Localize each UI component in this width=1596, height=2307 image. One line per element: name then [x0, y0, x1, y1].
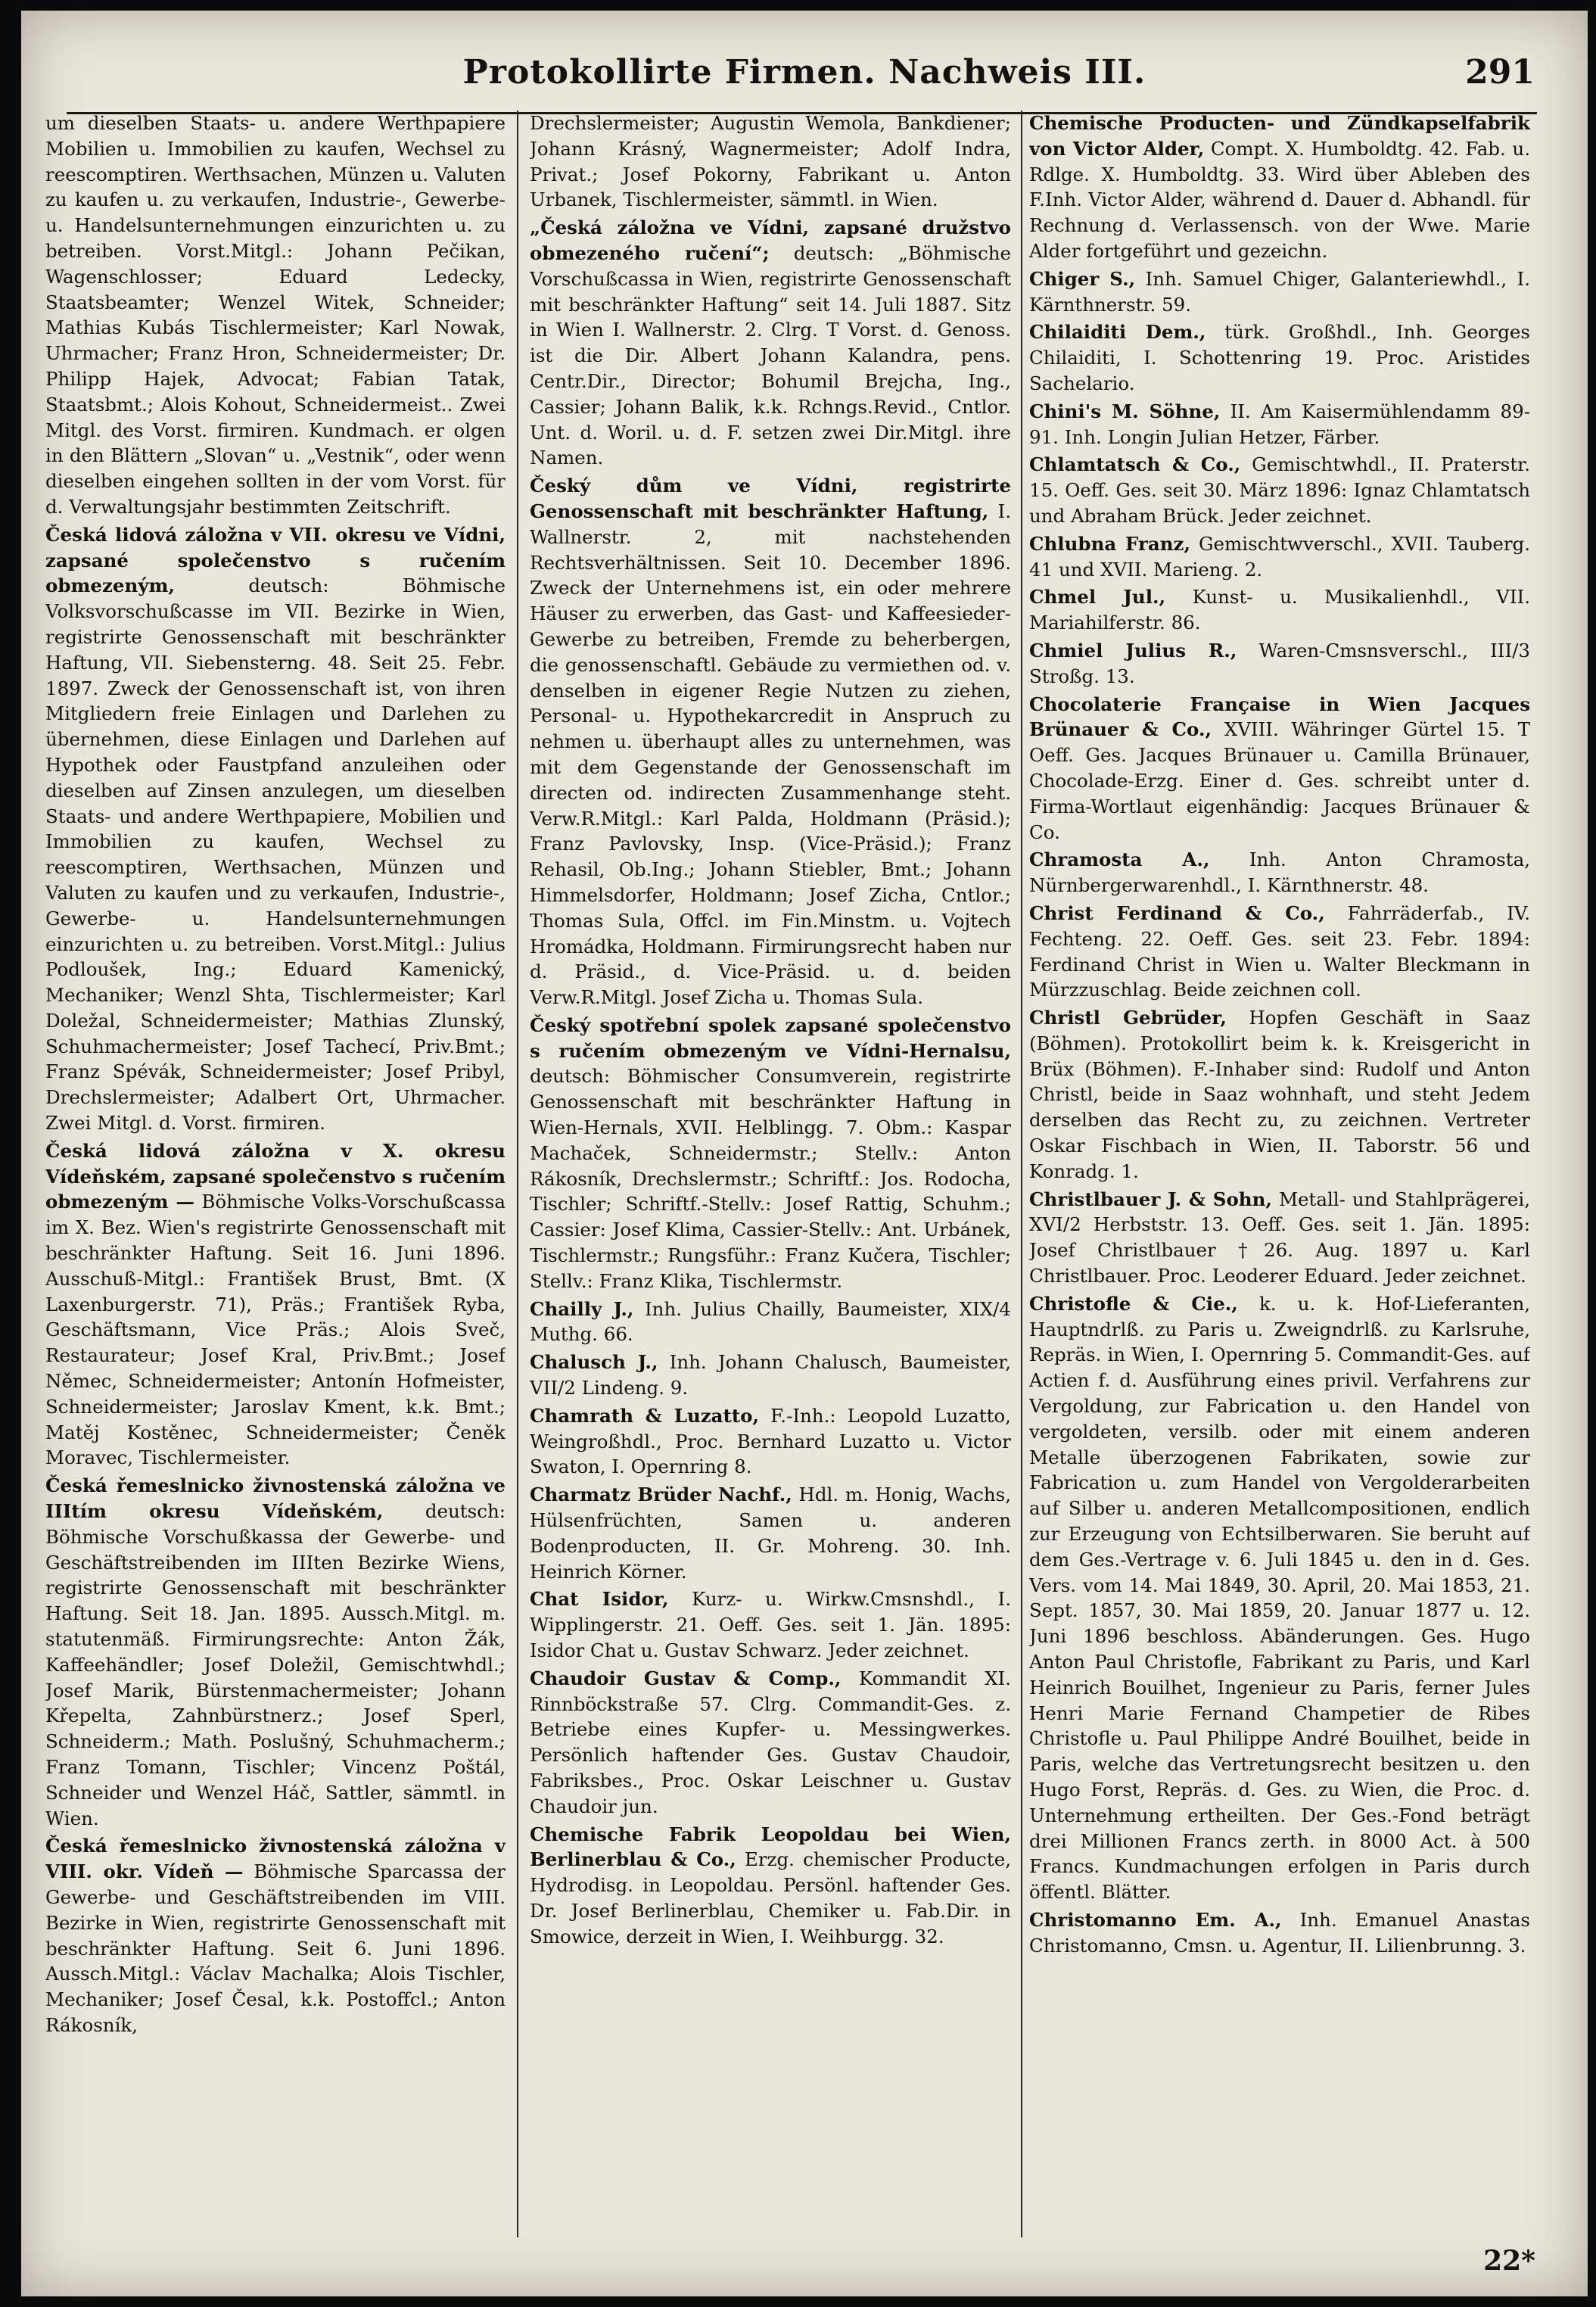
- entry-text: Drechslermeister; Augustin Wemola, Bankdiener; Johann Krásný, Wagnermeister; Adolf Indra, Privat.; Josef Pokorny, Fabrikant u. Anton Urbanek, Tischlermeister, sämmtl. in Wien.: [530, 112, 1011, 211]
- entry-firm-name: Chemische Fabrik Leopoldau bei Wien, Berlinerblau & Co.,: [530, 1823, 1011, 1871]
- directory-entry: [45, 1138, 506, 1471]
- entry-text: Fahrräderfab., IV. Fechteng. 22. Oeff. Ges. seit 23. Febr. 1894: Ferdinand Christ in Wien u. Walter Bleckmann in Mürzzuschlag. Beide zeichnen coll.: [1029, 901, 1530, 1001]
- entry-text: Waren-Cmsnsverschl., III/3 Stroßg. 13.: [1029, 639, 1530, 687]
- directory-entry: [1029, 399, 1530, 450]
- directory-entry: [1029, 1187, 1530, 1289]
- entry-firm-name: Chiger S.,: [1029, 267, 1136, 290]
- entry-text: Inh. Emanuel Anastas Christomanno, Cmsn. u. Agentur, II. Lilienbrunng. 3.: [1029, 1908, 1530, 1957]
- entry-firm-name: Chramosta A.,: [1029, 848, 1210, 871]
- directory-entry: [530, 1297, 1011, 1348]
- entry-text: deutsch: Böhmischer Consumverein, registrirte Genossenschaft mit beschränkter Haftung in Wien-Hernals, XVII. Helblingg. 7. Obm.: Kaspar Machaček, Schneidermstr.; Stellv.: Anton Rákosník, Drechslermstr.; Schriftf.: Jos. Rodocha, Tischler; Schriftf.-Stellv.: Josef Rattig, Schuhm.; Cassier: Josef Klima, Cassier-Stellv.: Ant. Urbánek, Tischlermstr.; Rungsführ.: Franz Kučera, Tischler; Stellv.: Franz Klika, Tischlermstr.: [530, 1065, 1011, 1292]
- directory-entry: [1029, 266, 1530, 318]
- entry-text: Inh. Julius Chailly, Baumeister, XIX/4 Muthg. 66.: [530, 1297, 1011, 1346]
- entry-text: Gemischtwverschl., XVII. Tauberg. 41 und XVII. Marieng. 2.: [1029, 532, 1530, 581]
- directory-entry: [530, 473, 1011, 1010]
- entry-text: türk. Großhdl., Inh. Georges Chilaiditi, I. Schottenring 19. Proc. Aristides Sachelario.: [1029, 321, 1530, 394]
- entry-text: Compt. X. Humboldtg. 42. Fab. u. Rdlge. X. Humboldtg. 33. Wird über Ableben des F.Inh. Victor Alder, während d. Dauer d. Abhandl. für Rechnung d. Verlassensch. von der Wwe. Marie Alder fortgeführt und gezeichn.: [1029, 137, 1530, 262]
- entry-firm-name: Český dům ve Vídni, registrirte Genossenschaft mit beschränkter Haftung,: [530, 475, 1011, 522]
- entry-text: Inh. Johann Chalusch, Baumeister, VII/2 Lindeng. 9.: [530, 1351, 1011, 1399]
- directory-entry: [1029, 452, 1530, 528]
- directory-entry: [1029, 319, 1530, 396]
- entry-text: Metall- und Stahlprägerei, XVI/2 Herbststr. 13. Oeff. Ges. seit 1. Jän. 1895: Josef Christlbauer †26. Aug. 1897 u. Karl Christlbauer. Proc. Leoderer Eduard. Jeder zeichnet.: [1029, 1188, 1530, 1287]
- entry-text: F.-Inh.: Leopold Luzatto, Weingroßhdl., Proc. Bernhard Luzatto u. Victor Swaton, I. Opernring 8.: [530, 1404, 1011, 1478]
- entry-firm-name: Christ Ferdinand & Co.,: [1029, 901, 1325, 924]
- entry-text: Böhmische Sparcassa der Gewerbe- und Geschäftstreibenden im VIII. Bezirke in Wien, registrirte Genossenschaft mit beschränkter Haftung. Seit 6. Juni 1896. Aussch.Mitgl.: Václav Machalka; Alois Tischler, Mechaniker; Josef Česal, k.k. Postoffcl.; Anton Rákosník,: [45, 1860, 506, 2036]
- column-divider: [1021, 111, 1022, 2237]
- directory-entry: [1029, 901, 1530, 1003]
- entry-text: Inh. Anton Chramosta, Nürnbergerwarenhdl., I. Kärnthnerstr. 48.: [1029, 848, 1530, 897]
- entry-firm-name: Christofle & Cie.,: [1029, 1292, 1238, 1315]
- column-3: [1029, 111, 1530, 2245]
- running-header: [21, 53, 1588, 114]
- directory-entry: [1029, 1005, 1530, 1185]
- directory-entry: [530, 1350, 1011, 1401]
- entry-text: Kunst- u. Musikalienhdl., VII. Mariahilferstr. 86.: [1029, 586, 1530, 634]
- entry-text: Kurz- u. Wirkw.Cmsnshdl., I. Wipplingerstr. 21. Oeff. Ges. seit 1. Jän. 1895: Isidor Chat u. Gustav Schwarz. Jeder zeichnet.: [530, 1588, 1011, 1662]
- entry-firm-name: Chlamtatsch & Co.,: [1029, 453, 1241, 476]
- entry-text: Gemischtwhdl., II. Praterstr. 15. Oeff. Ges. seit 30. März 1896: Ignaz Chlamtatsch und Abraham Brück. Jeder zeichnet.: [1029, 453, 1530, 527]
- directory-entry: [1029, 638, 1530, 690]
- page-title: Protokollirte Firmen. Nachweis III.: [462, 53, 1146, 92]
- signature-mark: 22*: [1483, 2245, 1535, 2277]
- entry-text: II. Am Kaisermühlendamm 89-91. Inh. Longin Julian Hetzer, Färber.: [1029, 400, 1530, 448]
- entry-firm-name: Chat Isidor,: [530, 1588, 669, 1611]
- directory-entry: [530, 1013, 1011, 1294]
- directory-entry: [530, 215, 1011, 471]
- entry-firm-name: Česká lidová záložna v X. okresu Vídeňském, zapsané společenstvo s ručením obmezeným —: [45, 1139, 506, 1213]
- entry-firm-name: Chamrath & Luzatto,: [530, 1404, 760, 1427]
- directory-entry: [1029, 531, 1530, 583]
- entry-firm-name: Chmel Jul.,: [1029, 586, 1166, 609]
- directory-entry: [1029, 847, 1530, 898]
- entry-text: Hopfen Geschäft in Saaz (Böhmen). Protokollirt beim k. k. Kreisgericht in Brüx (Böhmen). F.-Inhaber sind: Rudolf und Anton Christl, beide in Saaz wohnhaft, und steht Jedem derselben das Recht zu, zu zeichnen. Vertreter Oskar Fischbach in Wien, II. Taborstr. 56 und Konradg. 1.: [1029, 1007, 1530, 1182]
- directory-entry: [530, 1666, 1011, 1820]
- entry-text: Böhmische Volks-Vorschußcassa im X. Bez. Wien's registrirte Genossenschaft mit beschränkter Haftung. Seit 16. Juni 1896. Ausschuß-Mitgl.: František Brust, Bmt. (X Laxenburgerstr. 71), Präs.; František Ryba, Geschäftsmann, Vice Präs.; Alois Sveč, Restaurateur; Josef Kral, Priv.Bmt.; Josef Němec, Schneidermeister; Antonín Hofmeister, Schneidermeister; Jaroslav Kment, k.k. Bmt.; Matěj Kostěnec, Schneidermeister; Čeněk Moravec, Tischlermeister.: [45, 1191, 506, 1469]
- entry-firm-name: Chlubna Franz,: [1029, 532, 1190, 555]
- directory-entry: [45, 1833, 506, 2038]
- entry-text: XVIII. Währinger Gürtel 15. T Oeff. Ges. Jacques Brünauer u. Camilla Brünauer, Chocolade-Erzg. Einer d. Ges. schreibt unter d. Firma-Wortlaut eigenhändig: Jacques Brünauer & Co.: [1029, 718, 1530, 843]
- directory-entry: [1029, 111, 1530, 264]
- directory-entry: [1029, 584, 1530, 636]
- entry-firm-name: Christl Gebrüder,: [1029, 1007, 1227, 1029]
- entry-firm-name: Česká řemeslnicko živnostenská záložna v VIII. okr. Vídeň —: [45, 1835, 506, 1883]
- entry-text: Hdl. m. Honig, Wachs, Hülsenfrüchten, Samen u. anderen Bodenproducten, II. Gr. Mohreng. 30. Inh. Heinrich Körner.: [530, 1484, 1011, 1583]
- directory-entry: [530, 1586, 1011, 1663]
- directory-entry: [45, 522, 506, 1136]
- entry-text: um dieselben Staats- u. andere Werthpapiere Mobilien u. Immobilien zu kaufen, Wechsel zu reescomptiren. Werthsachen, Münzen u. Valuten zu kaufen u. zu verkaufen, Industrie-, Gewerbe- u. Handelsunternehmungen einzurichten u. zu betreiben. Vorst.Mitgl.: Johann Pečikan, Wagenschlosser; Eduard Ledecky, Staatsbeamter; Wenzel Witek, Schneider; Mathias Kubás Tischlermeister; Karl Nowak, Uhrmacher; Franz Hron, Schneidermeister; Dr. Philipp Hajek, Advocat; Fabian Tatak, Staatsbmt.; Alois Kohout, Schneidermeist.. Zwei Mitgl. des Vorst. firmiren. Kundmach. er olgen in den Blättern „Slovan“ u. „Vestnik“, oder wenn dieselben eingehen sollten in der vom Vorst. für d. Verwaltungsjahr bestimmten Zeitschrift.: [45, 112, 506, 518]
- entry-firm-name: Chmiel Julius R.,: [1029, 639, 1237, 662]
- entry-text: deutsch: Böhmische Volksvorschußcasse im VII. Bezirke in Wien, registrirte Genossenschaft mit beschränkter Haftung, VII. Siebensterng. 48. Seit 25. Febr. 1897. Zweck der Genossenschaft ist, von ihren Mitgliedern freie Einlagen und Darlehen zu übernehmen, diese Einlagen und Darlehen auf Hypothek oder Faustpfand anzuleihen oder dieselben auf Zinsen anzulegen, um dieselben Staats- und andere Werthpapiere, Mobilien und Immobilien zu kaufen, Wechsel zu reescomptiren, Werthsachen, Münzen und Valuten zu kaufen und zu verkaufen, Industrie-, Gewerbe- u. Handelsunternehmungen einzurichten u. zu betreiben. Vorst.Mitgl.: Julius Podloušek, Ing.; Eduard Kamenický, Mechaniker; Wenzl Shta, Tischlermeister; Karl Doležal, Schneidermeister; Mathias Zlunský, Schuhmachermeister; Josef Tachecí, Priv.Bmt.; Franz Spévák, Schneidermeister; Josef Pribyl, Drechslermeister; Adalbert Ort, Uhrmacher. Zwei Mitgl. d. Vorst. firmiren.: [45, 574, 506, 1135]
- directory-entry: [530, 1403, 1011, 1480]
- entry-text: deutsch: Böhmische Vorschußkassa der Gewerbe- und Geschäftstreibenden im IIIten Bezirke Wiens, registrirte Genossenschaft mit beschränkter Haftung. Seit 18. Jan. 1895. Aussch.Mitgl. m. statutenmäß. Firmirungsrechte: Anton Žák, Kaffeehändler; Josef Doležil, Gemischtwhdl.; Josef Marik, Bürstenmachermeister; Johann Křepelta, Zahnbürstnerz.; Josef Sperl, Schneiderm.; Math. Poslušný, Schuhmacherm.; Franz Tomann, Tischler; Vincenz Poštál, Schneider und Wenzel Háč, Sattler, sämmtl. in Wien.: [45, 1500, 506, 1829]
- entry-firm-name: Česká řemeslnicko živnostenská záložna ve IIItím okresu Vídeňském,: [45, 1474, 506, 1523]
- directory-entry: [1029, 692, 1530, 845]
- entry-firm-name: Christomanno Em. A.,: [1029, 1908, 1282, 1931]
- column-divider: [517, 111, 518, 2237]
- entry-firm-name: Český spotřební spolek zapsané společenstvo s ručením obmezeným ve Vídni-Hernalsu,: [530, 1013, 1011, 1062]
- entry-firm-name: „Česká záložna ve Vídni, zapsané družstvo obmezeného ručení“;: [530, 216, 1011, 264]
- entry-firm-name: Chocolaterie Française in Wien Jacques Brünauer & Co.,: [1029, 693, 1530, 741]
- entry-text: Inh. Samuel Chiger, Galanteriewhdl., I. Kärnthnerstr. 59.: [1029, 267, 1530, 316]
- entry-text: k. u. k. Hof-Lieferanten, Hauptndrlß. zu Paris u. Zweigndrlß. zu Karlsruhe, Repräs. in Wien, I. Opernring 5. Commandit-Ges. auf Actien f. d. Ausführung eines privil. Verfahrens zur Vergoldung, zur Fabrication u. den Handel von vergoldeten, versilb. oder mit einem anderen Metalle überzogenen Fabrikaten, sowie zur Fabrication u. zum Handel von Vergolderarbeiten auf Silber u. anderen Metallcompositionen, endlich zur Erzeugung von Echtsilberwaren. Sie beruht auf dem Ges.-Vertrage v. 6. Juli 1845 u. den in d. Ges. Vers. vom 14. Mai 1849, 30. April, 20. Mai 1853, 21. Sept. 1857, 30. Mai 1859, 20. Januar 1877 u. 12. Juni 1896 beschloss. Abänderungen. Ges. Hugo Anton Paul Christofle, Fabrikant zu Paris, und Karl Heinrich Bouilhet, Ingenieur zu Paris, ferner Jules Henri Marie Fernand Champetier de Ribes Christofle u. Paul Philippe André Bouilhet, beide in Paris, welche das Vertretungsrecht besitzen u. den Hugo Forst, Repräs. d. Ges. zu Wien, die Proc. d. Unternehmung ertheilten. Der Ges.-Fond beträgt drei Millionen Francs zerth. in 8000 Act. à 500 Francs. Kundmachungen erfolgen in Paris durch öffentl. Blätter.: [1029, 1292, 1530, 1904]
- entry-firm-name: Christlbauer J. & Sohn,: [1029, 1188, 1272, 1210]
- entry-firm-name: Česká lidová záložna v VII. okresu ve Vídni, zapsané společenstvo s ručením obmezeným,: [45, 523, 506, 597]
- column-1: [45, 111, 506, 2245]
- directory-entry: [1029, 1907, 1530, 1959]
- entry-firm-name: Chailly J.,: [530, 1297, 634, 1320]
- entry-firm-name: Chilaiditi Dem.,: [1029, 321, 1206, 344]
- column-2: [530, 111, 1011, 2245]
- entry-firm-name: Chini's M. Söhne,: [1029, 400, 1221, 422]
- directory-entry: [530, 1482, 1011, 1584]
- directory-entry: [45, 1473, 506, 1831]
- directory-entry: [1029, 1291, 1530, 1905]
- entry-text: deutsch: „Böhmische Vorschußcassa in Wien, registrirte Genossenschaft mit beschränkter Haftung“ seit 14. Juli 1887. Sitz in Wien I. Wallnerstr. 2. Clrg. T Vorst. d. Genoss. ist die Dir. Albert Johann Kalandra, pens. Centr.Dir., Director; Bohumil Brejcha, Ing., Cassier; Johann Balik, k.k. Rchngs.Revid., Cntlor. Unt. d. Woril. u. d. F. setzen zwei Dir.Mitgl. ihre Namen.: [530, 241, 1011, 469]
- entry-text: Erzg. chemischer Producte, Hydrodisg. in Leopoldau. Persönl. haftender Ges. Dr. Josef Berlinerblau, Chemiker u. Fab.Dir. in Smowice, derzeit in Wien, I. Weihburgg. 32.: [530, 1848, 1011, 1947]
- entry-text: I. Wallnerstr. 2, mit nachstehenden Rechtsverhältnissen. Seit 10. December 1896. Zweck der Unternehmens ist, ein oder mehrere Häuser zu erwerben, das Gast- und Kaffeesieder-Gewerbe zu betreiben, Fremde zu beherbergen, die genossenschaftl. Gebäude zu vermiethen od. v. denselben in eigener Regie Nutzen zu ziehen, Personal- u. Hypothekarcredit in Anspruch zu nehmen u. überhaupt alles zu unternehmen, was mit dem Gegenstande der Genossenschaft im directen od. indirecten Zusammenhange steht. Verw.R.Mitgl.: Karl Palda, Holdmann (Präsid.); Franz Pavlovsky, Insp. (Vice-Präsid.); Franz Rehasil, Ob.Ing.; Johann Stiebler, Bmt.; Johann Himmelsdorfer, Holdmann; Josef Zicha, Cntlor.; Thomas Sula, Offcl. im Fin.Minstm. u. Vojtech Hromádka, Holdmann. Firmirungsrecht haben nur d. Präsid., d. Vice-Präsid. u. d. beiden Verw.R.Mitgl. Josef Zicha u. Thomas Sula.: [530, 500, 1011, 1009]
- entry-firm-name: Charmatz Brüder Nachf.,: [530, 1484, 792, 1506]
- entry-text: Kommandit XI. Rinnböckstraße 57. Clrg. Commandit-Ges. z. Betriebe eines Kupfer- u. Messingwerkes. Persönlich haftender Ges. Gustav Chaudoir, Fabriksbes., Proc. Oskar Leischner u. Gustav Chaudoir jun.: [530, 1667, 1011, 1817]
- page-number: 291: [1465, 53, 1535, 92]
- entry-firm-name: Chalusch J.,: [530, 1351, 658, 1374]
- directory-entry: [530, 111, 1011, 213]
- directory-entry: [45, 111, 506, 520]
- directory-entry: [530, 1822, 1011, 1950]
- entry-firm-name: Chemische Producten- und Zündkapselfabrik von Victor Alder,: [1029, 112, 1530, 160]
- entry-firm-name: Chaudoir Gustav & Comp.,: [530, 1667, 842, 1689]
